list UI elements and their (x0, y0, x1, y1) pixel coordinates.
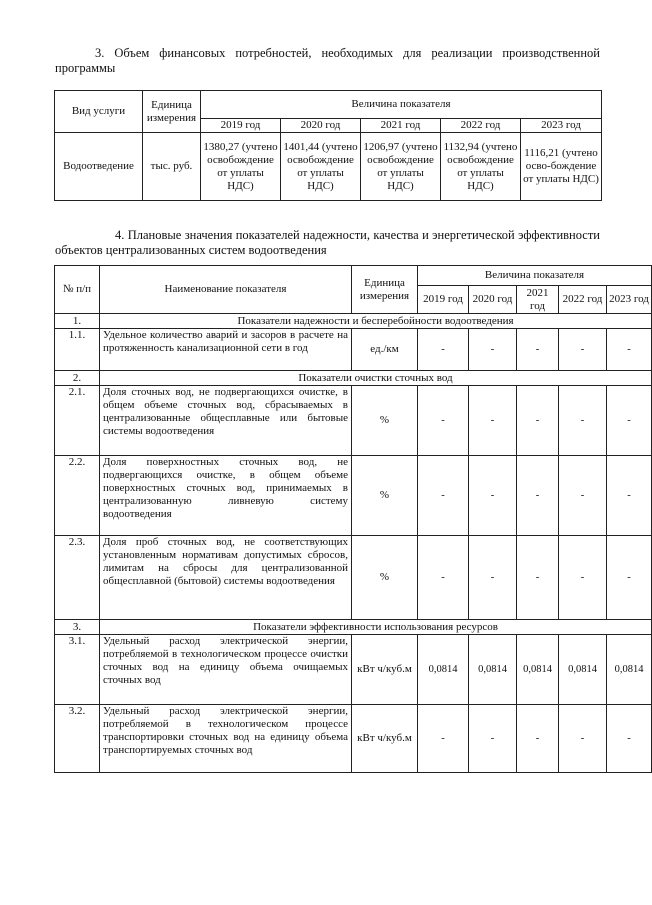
table-row (55, 456, 652, 536)
value-cell: 1401,44 (учтено освобождение от уплаты НДС) (281, 133, 361, 201)
indicator-unit: % (352, 386, 418, 456)
year-header: 2022 год (441, 119, 521, 133)
section-number: 2. (55, 371, 100, 386)
unit-cell: тыс. руб. (143, 133, 201, 201)
row-number: 2.1. (55, 386, 100, 456)
col-header-num: № п/п (55, 266, 100, 314)
year-header: 2023 год (521, 119, 602, 133)
year-header: 2020 год (281, 119, 361, 133)
indicator-value: - (559, 705, 607, 773)
indicator-value: - (418, 329, 469, 371)
table-row (55, 705, 652, 773)
year-header: 2021 год (517, 286, 559, 314)
indicator-value: - (469, 705, 517, 773)
table-row (55, 386, 652, 456)
table-row (55, 536, 652, 620)
indicator-value: 0,0814 (469, 635, 517, 705)
year-header: 2020 год (469, 286, 517, 314)
indicator-value: - (418, 386, 469, 456)
indicator-value: - (469, 329, 517, 371)
indicator-value: - (559, 386, 607, 456)
indicator-value: - (517, 456, 559, 536)
section-row (55, 314, 652, 329)
section-title: Показатели надежности и бесперебойности водоотведения (100, 314, 652, 329)
indicator-value: - (607, 386, 652, 456)
indicator-value: - (517, 536, 559, 620)
indicator-value: - (469, 456, 517, 536)
year-header: 2019 год (418, 286, 469, 314)
col-header-name: Наименование показателя (100, 266, 352, 314)
year-header: 2022 год (559, 286, 607, 314)
value-cell: 1380,27 (учтено освобождение от уплаты НДС) (201, 133, 281, 201)
value-cell: 1132,94 (учтено освобождение от уплаты НДС) (441, 133, 521, 201)
row-number: 2.3. (55, 536, 100, 620)
indicator-name: Удельное количество аварий и засоров в расчете на протяженность канализационной сети в год (100, 329, 352, 371)
section-title: Показатели очистки сточных вод (100, 371, 652, 386)
indicator-value: - (418, 536, 469, 620)
row-number: 3.2. (55, 705, 100, 773)
section-row (55, 371, 652, 386)
indicator-value: - (559, 456, 607, 536)
indicator-name: Доля проб сточных вод, не соответствующих установленным нормативам допустимых сбросов, лимитам на сбросы для централизованной общесплавной (бытовой) системы водоотведения (100, 536, 352, 620)
indicator-value: 0,0814 (517, 635, 559, 705)
indicator-value: - (418, 705, 469, 773)
row-number: 2.2. (55, 456, 100, 536)
indicator-value: 0,0814 (559, 635, 607, 705)
indicator-value: - (517, 386, 559, 456)
indicator-value: - (607, 329, 652, 371)
section-3-heading: 3. Объем финансовых потребностей, необходимых для реализации производственной программы (55, 46, 600, 75)
indicator-unit: % (352, 536, 418, 620)
indicator-value: - (469, 386, 517, 456)
table-row (55, 329, 652, 371)
indicator-value: - (418, 456, 469, 536)
indicator-unit: кВт ч/куб.м (352, 705, 418, 773)
section-number: 1. (55, 314, 100, 329)
value-cell: 1206,97 (учтено освобождение от уплаты НДС) (361, 133, 441, 201)
indicator-unit: ед./км (352, 329, 418, 371)
indicator-name: Удельный расход электрической энергии, потребляемой в технологическом процессе транспортировки сточных вод на единицу объема транспортируемых сточных вод (100, 705, 352, 773)
value-cell: 1116,21 (учтено осво-бождение от уплаты НДС) (521, 133, 602, 201)
col-header-value: Величина показателя (201, 91, 602, 119)
col-header-unit: Единица измерения (352, 266, 418, 314)
section-row (55, 620, 652, 635)
year-header: 2019 год (201, 119, 281, 133)
indicator-unit: % (352, 456, 418, 536)
row-number: 1.1. (55, 329, 100, 371)
year-header: 2023 год (607, 286, 652, 314)
indicators-table (54, 265, 652, 773)
indicator-name: Доля поверхностных сточных вод, не подвергающихся очистке, в общем объеме поверхностных сточных вод, принимаемых в централизованную ливневую систему водоотведения (100, 456, 352, 536)
indicator-unit: кВт ч/куб.м (352, 635, 418, 705)
section-4-heading: 4. Плановые значения показателей надежности, качества и энергетической эффективности объектов централизованных систем водоотведения (55, 228, 600, 257)
indicator-name: Доля сточных вод, не подвергающихся очистке, в общем объеме сточных вод, сбрасываемых в централизованные общесплавные или бытовые системы водоотведения (100, 386, 352, 456)
indicator-value: - (517, 329, 559, 371)
financial-needs-table (54, 90, 602, 201)
service-cell: Водоотведение (55, 133, 143, 201)
indicator-value: - (517, 705, 559, 773)
section-number: 3. (55, 620, 100, 635)
indicator-value: - (559, 536, 607, 620)
row-number: 3.1. (55, 635, 100, 705)
section-title: Показатели эффективности использования ресурсов (100, 620, 652, 635)
indicator-name: Удельный расход электрической энергии, потребляемой в технологическом процессе очистки сточных вод на единицу объема очищаемых сточных вод (100, 635, 352, 705)
indicator-value: 0,0814 (607, 635, 652, 705)
col-header-service: Вид услуги (55, 91, 143, 133)
indicator-value: - (607, 456, 652, 536)
indicator-value: 0,0814 (418, 635, 469, 705)
indicator-value: - (559, 329, 607, 371)
table-row (55, 635, 652, 705)
year-header: 2021 год (361, 119, 441, 133)
col-header-unit: Единица измерения (143, 91, 201, 133)
col-header-value: Величина показателя (418, 266, 652, 286)
indicator-value: - (607, 536, 652, 620)
indicator-value: - (607, 705, 652, 773)
indicator-value: - (469, 536, 517, 620)
